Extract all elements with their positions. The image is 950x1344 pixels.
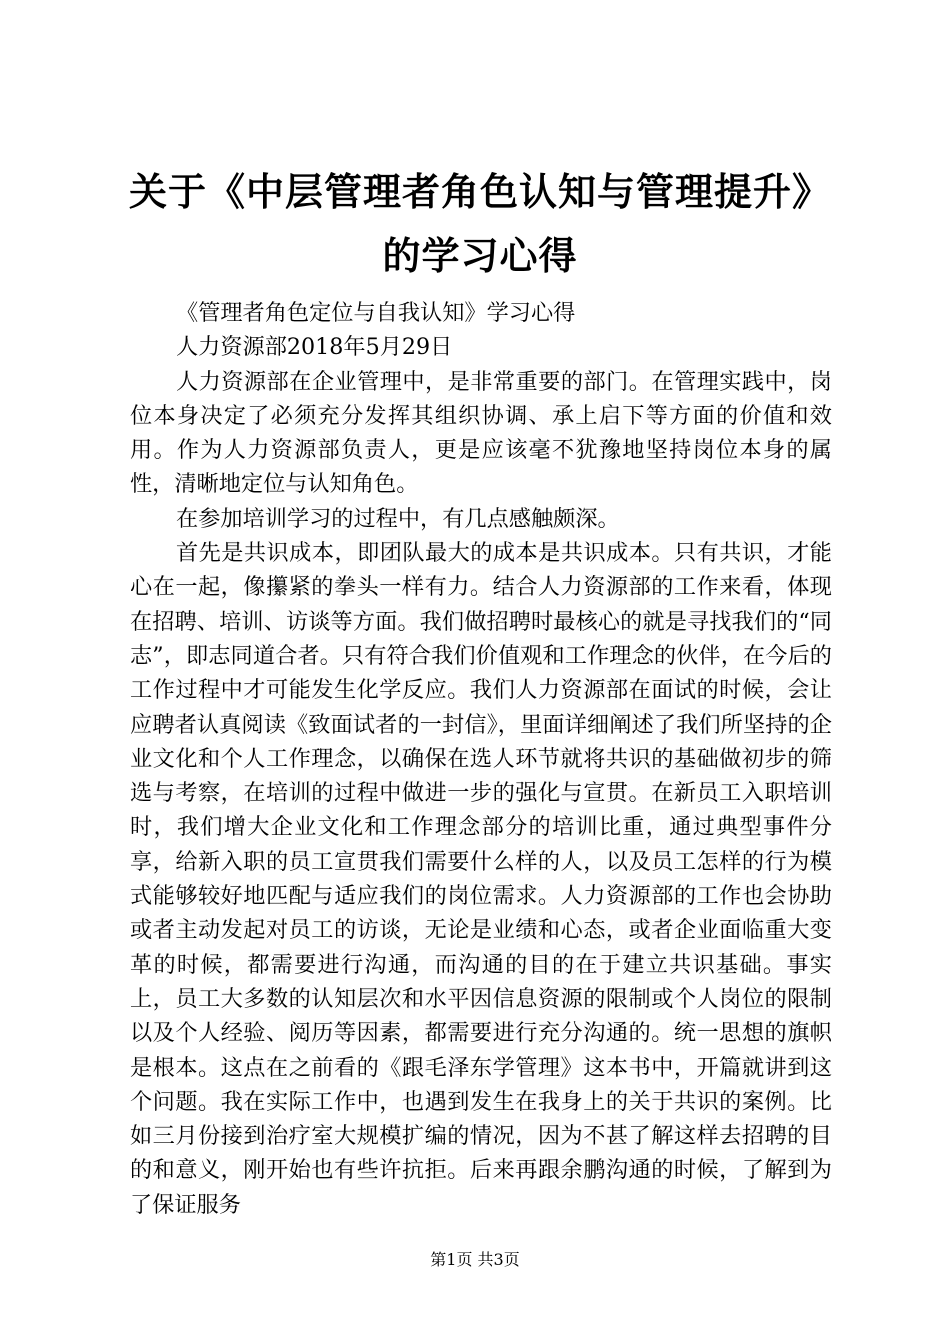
body-paragraph: 人力资源部在企业管理中，是非常重要的部门。在管理实践中，岗位本身决定了必须充分发挥其组织协调、承上启下等方面的价值和效用。作为人力资源部负责人，更是应该毫不犹豫地坚持岗位本身的属性，清晰地定位与认知角色。 — [130, 368, 832, 498]
body-paragraph: 在参加培训学习的过程中，有几点感触颇深。 — [176, 505, 620, 532]
body-paragraph: 首先是共识成本，即团队最大的成本是共识成本。只有共识，才能心在一起，像攥紧的拳头一样有力。结合人力资源部的工作来看，体现在招聘、培训、访谈等方面。我们做招聘时最核心的就是寻找我们的“同志”，即志同道合者。只有符合我们价值观和工作理念的伙伴，在今后的工作过程中才可能发生化学反应。我们人力资源部在面试的时候，会让应聘者认真阅读《致面试者的一封信》，里面详细阐述了我们所坚持的企业文化和个人工作理念，以确保在选人环节就将共识的基础做初步的筛选与考察，在培训的过程中做进一步的强化与宣贯。在新员工入职培训时，我们增大企业文化和工作理念部分的培训比重，通过典型事件分享，给新入职的员工宣贯我们需要什么样的人，以及员工怎样的行为模式能够较好地匹配与适应我们的岗位需求。人力资源部的工作也会协助或者主动发起对员工的访谈，无论是业绩和心态，或者企业面临重大变革的时候，都需要进行沟通，而沟通的目的在于建立共识基础。事实上，员工大多数的认知层次和水平因信息资源的限制或个人岗位的限制以及个人经验、阅历等因素，都需要进行充分沟通的。统一思想的旗帜是根本。这点在之前看的《跟毛泽东学管理》这本书中，开篇就讲到这个问题。我在实际工作中，也遇到发生在我身上的关于共识的案例。比如三月份接到治疗室大规模扩编的情况，因为不甚了解这样去招聘的目的和意义，刚开始也有些许抗拒。后来再跟余鹏沟通的时候，了解到为了保证服务 — [130, 540, 832, 1218]
page-number-footer: 第1页 共3页 — [430, 1250, 520, 1269]
subtitle-paragraph: 《管理者角色定位与自我认知》学习心得 — [176, 300, 576, 326]
document-title: 关于《中层管理者角色认知与管理提升》的学习心得 — [128, 170, 831, 278]
department-date-paragraph: 人力资源部2018年5月29日 — [176, 334, 453, 361]
document-body — [130, 296, 832, 1222]
